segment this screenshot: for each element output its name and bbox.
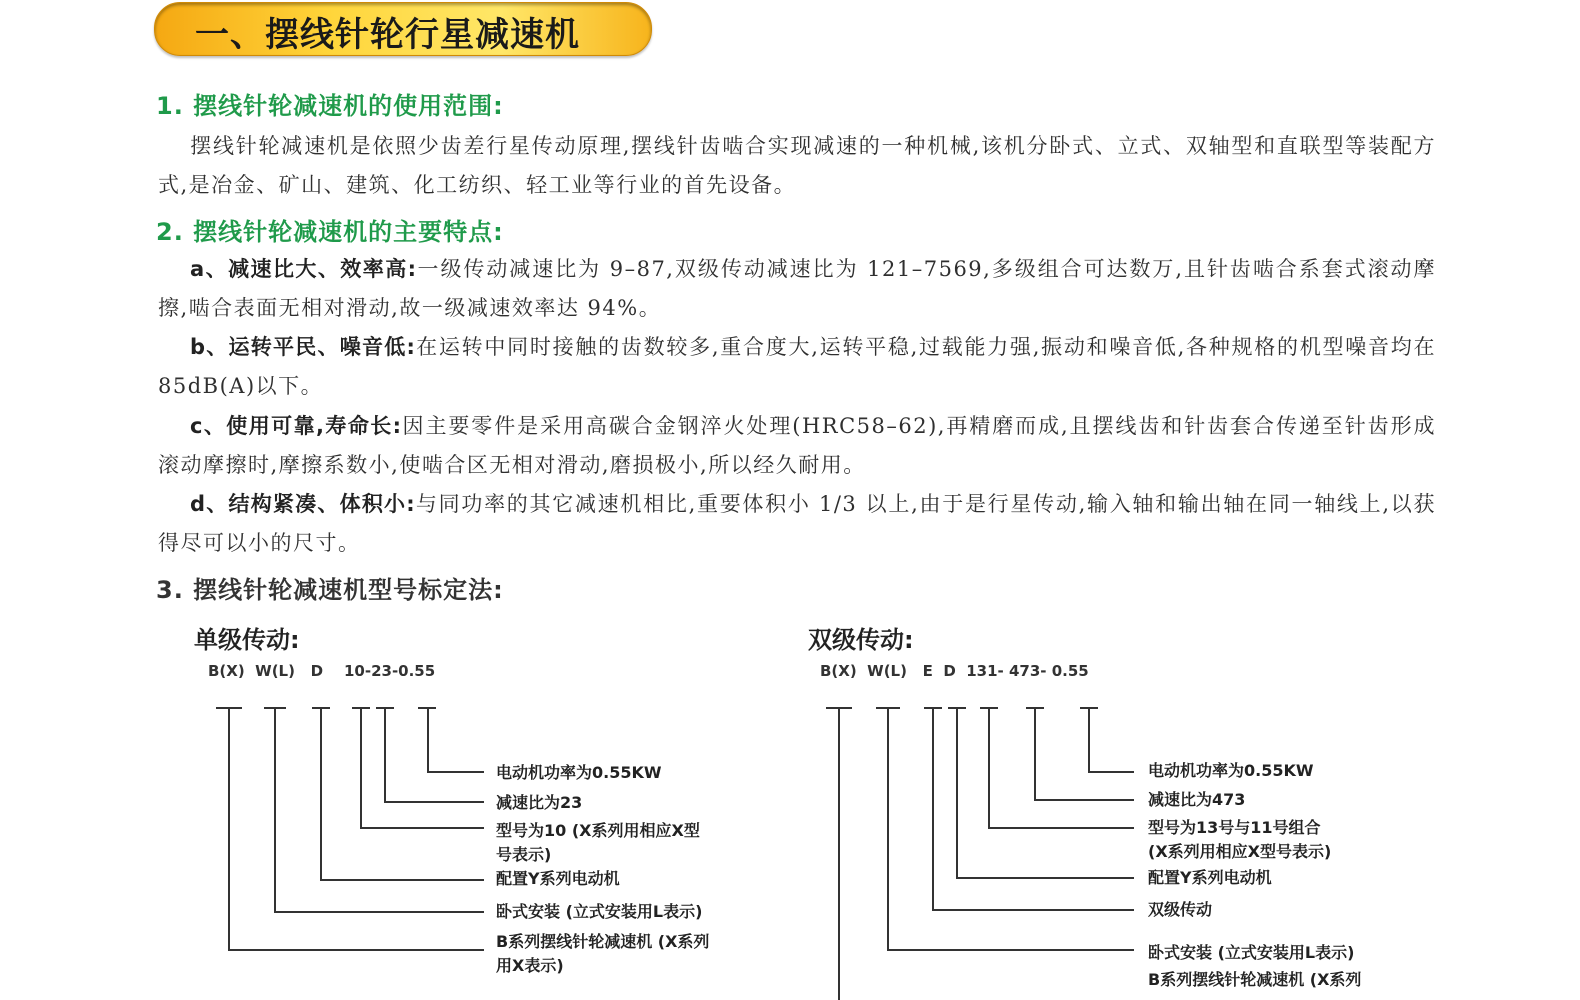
single-label-series-cont: 用X表示) [496, 956, 564, 975]
double-line-series [826, 708, 852, 1000]
double-label-model-cont: (X系列用相应X型号表示) [1148, 842, 1332, 861]
feature-d-text: 与同功率的其它减速机相比,重要体积小 1/3 以上,由于是行星传动,输入轴和输出轴在同一轴线上,以获得尽可以小的尺寸。 [158, 492, 1436, 555]
feature-c-text: 因主要零件是采用高碳合金钢淬火处理(HRC58–62),再精磨而成,且摆线齿和针齿套合传递至针齿形成滚动摩擦时,摩擦系数小,使啮合区无相对滑动,磨损极小,所以经久耐用。 [158, 414, 1437, 477]
feature-c-label: c、使用可靠,寿命长: [190, 414, 403, 438]
double-label-power: 电动机功率为0.55KW [1148, 761, 1314, 780]
double-label-series: B系列摆线针轮减速机 (X系列 [1148, 970, 1362, 989]
single-label-series: B系列摆线针轮减速机 (X系列 [496, 932, 710, 951]
feature-a-text: 一级传动减速比为 9–87,双级传动减速比为 121–7569,多级组合可达数万,且针齿啮合系套式滚动摩擦,啮合表面无相对滑动,故一级减速效率达 94%。 [158, 257, 1436, 320]
double-label-stage: 双级传动 [1148, 900, 1213, 919]
double-label-ratio: 减速比为473 [1148, 790, 1246, 809]
single-stage-title: 单级传动: [194, 626, 300, 654]
double-label-model: 型号为13号与11号组合 [1148, 818, 1321, 837]
double-stage-title: 双级传动: [808, 626, 914, 654]
section-1-heading: 1. 摆线针轮减速机的使用范围: [156, 92, 504, 120]
double-label-mount: 卧式安装 (立式安装用L表示) [1148, 943, 1355, 962]
single-line-mount [264, 708, 484, 912]
single-stage-code: B(X) W(L) D 10-23-0.55 [208, 662, 436, 680]
double-stage-code: B(X) W(L) E D 131- 473- 0.55 [820, 662, 1089, 680]
section-3-heading: 3. 摆线针轮减速机型号标定法: [156, 576, 504, 604]
section-1-text: 摆线针轮减速机是依照少齿差行星传动原理,摆线针齿啮合实现减速的一种机械,该机分卧式、立式、双轴型和直联型等装配方式,是冶金、矿山、建筑、化工纺织、轻工业等行业的首先设备。 [158, 134, 1436, 197]
single-line-power [418, 708, 484, 772]
single-label-power: 电动机功率为0.55KW [496, 763, 662, 782]
single-label-mount: 卧式安装 (立式安装用L表示) [496, 902, 703, 921]
feature-b-label: b、运转平民、噪音低: [190, 335, 416, 359]
section-2-heading: 2. 摆线针轮减速机的主要特点: [156, 218, 504, 246]
double-label-motor: 配置Y系列电动机 [1148, 868, 1272, 887]
double-line-power [1080, 708, 1134, 772]
feature-d-label: d、结构紧凑、体积小: [190, 492, 416, 516]
banner-title: 一、摆线针轮行星减速机 [195, 15, 580, 55]
double-line-motor [948, 708, 1134, 878]
feature-b-text: 在运转中同时接触的齿数较多,重合度大,运转平稳,过载能力强,振动和噪音低,各种规格的机型噪音均在 85dB(A)以下。 [158, 335, 1437, 398]
double-line-ratio [1026, 708, 1134, 800]
single-line-ratio [376, 708, 484, 802]
single-label-model: 型号为10 (X系列用相应X型 [496, 821, 700, 840]
double-line-model [980, 708, 1134, 828]
single-line-model [352, 708, 484, 828]
single-label-motor: 配置Y系列电动机 [496, 869, 620, 888]
single-line-motor [312, 708, 484, 880]
feature-a-label: a、减速比大、效率高: [190, 257, 418, 281]
double-line-stage [924, 708, 1134, 910]
single-label-model-cont: 号表示) [496, 845, 552, 864]
single-label-ratio: 减速比为23 [496, 793, 583, 812]
